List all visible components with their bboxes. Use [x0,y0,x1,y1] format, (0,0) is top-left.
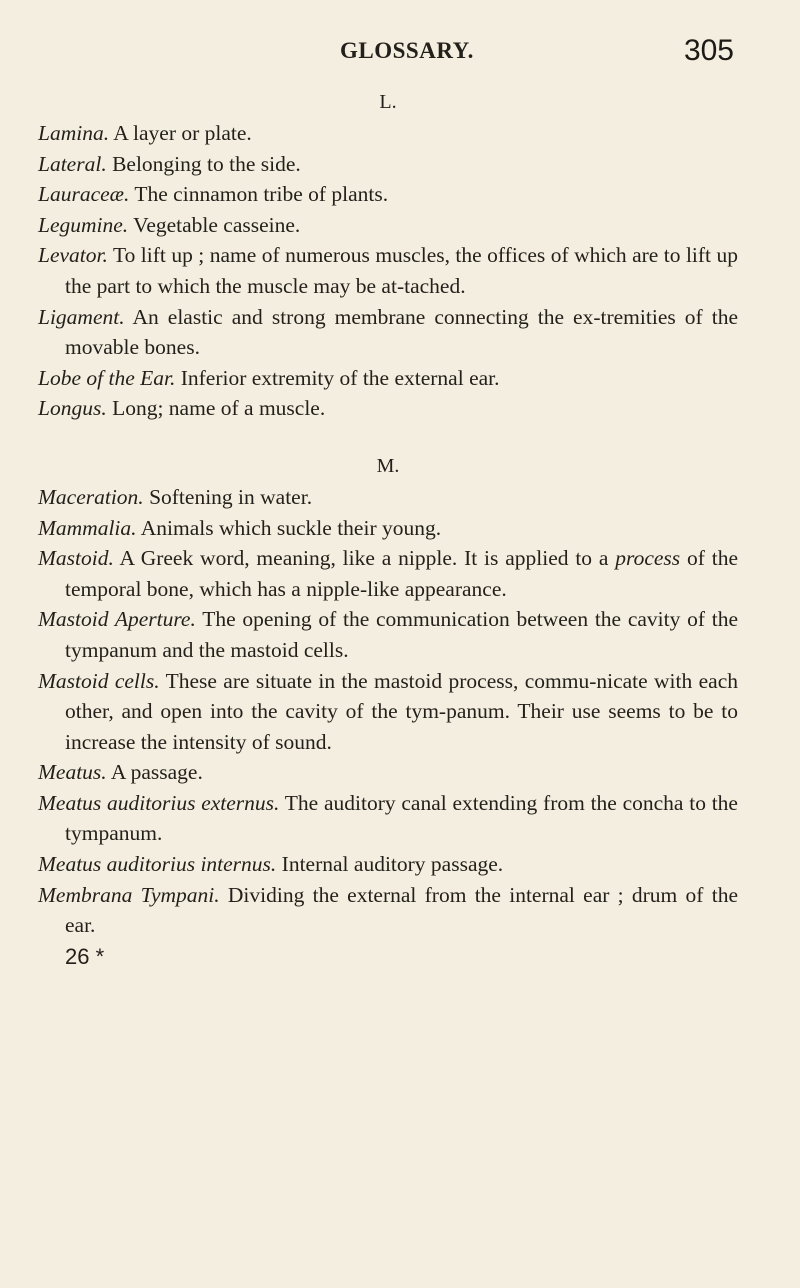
glossary-entry-lauraceae [38,179,738,210]
entry-definition: These are situate in the mastoid process, commu-nicate with each other, and open into the cavity of the tym-panum. Their use seems to be to increase the intensity of sound. [65,668,738,754]
entry-term: Lobe of the Ear. [38,365,176,390]
glossary-content [38,82,738,971]
entry-term: Lateral. [38,151,107,176]
glossary-entry-ligament [38,302,738,363]
glossary-entry-legumine [38,210,738,241]
entry-term: Meatus auditorius externus. [38,790,280,815]
entry-definition [65,546,738,601]
entry-term: Meatus. [38,760,107,785]
glossary-entry-meatus [38,757,738,788]
glossary-entry-lateral [38,149,738,180]
entry-definition: The auditory canal extending from the concha to the tympanum. [65,790,738,846]
glossary-entry-lobe-of-the-ear [38,363,738,394]
section-letter-m: M. [376,454,400,477]
entry-definition: The cinnamon tribe of plants. [134,182,389,207]
glossary-entry-lamina [38,118,738,149]
entry-definition: The opening of the communication between the cavity of the tympanum and the mastoid cells. [65,607,738,662]
glossary-entry-mastoid [38,543,738,604]
glossary-entry-meatus-auditorius-internus [38,849,738,880]
entry-term: Mastoid cells. [38,668,160,693]
entry-term: Longus. [38,396,107,421]
glossary-entry-membrana-tympani [38,880,738,941]
entry-definition: Vegetable casseine. [133,212,301,237]
signature-mark: 26 * [65,943,105,969]
running-title: GLOSSARY. [340,38,474,63]
entry-definition-italic: process [615,546,681,571]
entry-term: Mammalia. [38,515,137,540]
entry-definition-part: of the temporal bone, which has a nipple-like appearance. [65,546,739,601]
glossary-entry-maceration [38,482,738,513]
entry-definition: Animals which suckle their young. [140,515,442,540]
glossary-entry-mammalia [38,513,738,544]
entry-term: Membrana Tympani. [38,882,220,907]
entry-definition: Softening in water. [149,484,313,509]
entry-term: Lamina. [38,121,110,145]
entry-term: Legumine. [38,212,129,237]
entry-term: Levator. [38,243,108,268]
entry-definition: A layer or plate. [113,121,252,145]
entry-definition-part: A Greek word, meaning, like a nipple. It is applied to a [119,546,609,571]
entry-term: Meatus auditorius internus. [38,852,277,877]
entry-term: Maceration. [38,484,144,509]
entry-definition: To lift up ; name of numerous muscles, the offices of which are to lift up the part to which the muscle may be at-tached. [65,243,738,298]
glossary-entry-longus [38,393,738,424]
entry-definition: Belonging to the side. [112,151,301,176]
entry-term: Ligament. [38,304,125,329]
glossary-entry-levator [38,240,738,301]
entry-term: Lauraceæ. [38,182,130,207]
entry-definition: Long; name of a muscle. [112,396,326,421]
entry-definition: Internal auditory passage. [281,852,504,877]
glossary-entry-mastoid-aperture [38,604,738,665]
glossary-entry-mastoid-cells [38,666,738,758]
entry-term: Mastoid Aperture. [38,607,196,632]
entry-definition: A passage. [110,760,203,785]
page-number: 305 [683,34,734,67]
entry-term: Mastoid. [38,546,114,571]
running-head [0,36,800,70]
entry-definition: An elastic and strong membrane connecting the ex-tremities of the movable bones. [65,304,738,360]
entry-definition: Inferior extremity of the external ear. [180,365,500,390]
entry-definition: Dividing the external from the internal ear ; drum of the ear. [65,882,738,938]
glossary-entry-meatus-auditorius-externus [38,788,738,849]
section-letter-l: L. [379,91,397,113]
